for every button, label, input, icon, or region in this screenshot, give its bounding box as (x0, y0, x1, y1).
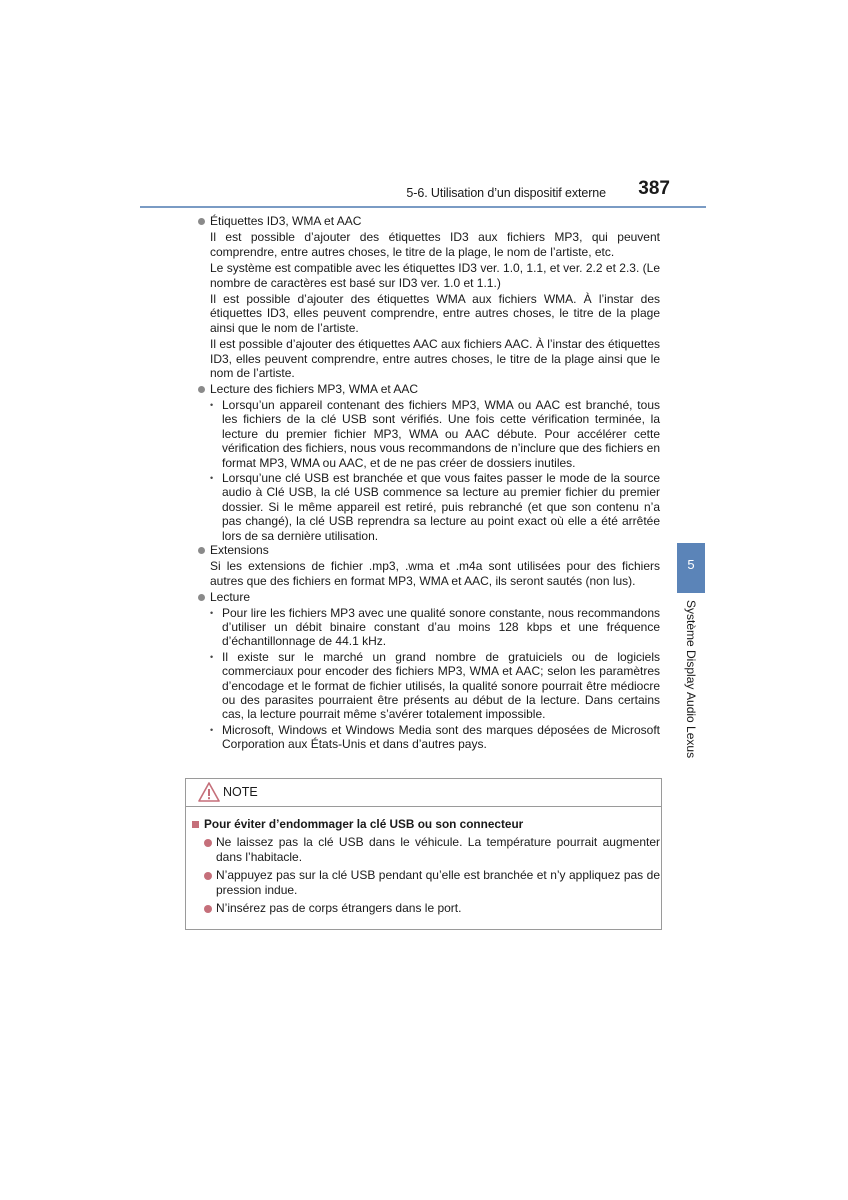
note-item: Ne laissez pas la clé USB dans le véhicule. La température pourrait augmenter dans l’habitacle. (190, 835, 660, 864)
note-box (185, 778, 662, 930)
section-heading: Lecture (196, 590, 660, 604)
main-content (196, 214, 660, 752)
note-header (186, 779, 661, 807)
section-title: 5-6. Utilisation d’un dispositif externe (406, 186, 606, 200)
warning-triangle-icon (198, 782, 220, 802)
list-item: • Microsoft, Windows et Windows Media sont des marques déposées de Microsoft Corporation aux États-Unis et dans d’autres pays. (196, 723, 660, 752)
page-number: 387 (638, 178, 670, 199)
list-item: • Il existe sur le marché un grand nombre de gratuiciels ou de logiciels commerciaux pour encoder des fichiers MP3, WMA et AAC; selon les paramètres d’encodage et le format de fichier utilisés, la qualité sonore pourrait être médiocre ou des parasites pourraient être présents au début de la lecture. Dans certains cas, la lecture pourrait même s’avérer totalement impossible. (196, 650, 660, 722)
header-rule (140, 206, 706, 208)
note-item: N’insérez pas de corps étrangers dans le port. (190, 901, 660, 915)
list-item: • Pour lire les fichiers MP3 avec une qualité sonore constante, nous recommandons d’utiliser un débit binaire constant d’au moins 128 kbps et une fréquence d’échantillonnage de 44.1 kHz. (196, 606, 660, 649)
paragraph: Il est possible d’ajouter des étiquettes AAC aux fichiers AAC. À l’instar des étiquettes ID3, elles peuvent comprendre, entre autres choses, le titre de la plage ainsi que le nom de l’artiste. (210, 337, 660, 381)
note-title: Pour éviter d’endommager la clé USB ou son connecteur (190, 817, 660, 831)
page-header (140, 176, 706, 208)
paragraph: Le système est compatible avec les étiquettes ID3 ver. 1.0, 1.1, et ver. 2.2 et 2.3. (Le nombre de caractères est basé sur ID3 ver. 1.0 et 1.1.) (210, 261, 660, 290)
paragraph: Il est possible d’ajouter des étiquettes ID3 aux fichiers MP3, qui peuvent comprendre, entre autres choses, le titre de la plage, le nom de l’artiste, etc. (210, 230, 660, 259)
chapter-tab (677, 543, 705, 593)
paragraph: Il est possible d’ajouter des étiquettes WMA aux fichiers WMA. À l’instar des étiquettes ID3, elles peuvent comprendre, entre autres choses, le titre de la plage ainsi que le nom de l’artiste. (210, 292, 660, 335)
paragraph: Si les extensions de fichier .mp3, .wma et .m4a sont utilisées pour des fichiers autres que des fichiers en format MP3, WMA et AAC, ils seront sautés (non lus). (210, 559, 660, 588)
list-item: • Lorsqu’une clé USB est branchée et que vous faites passer le mode de la source audio à Clé USB, la clé USB commence sa lecture au premier fichier du premier dossier. Si le même appareil est retiré, puis rebranché (et que son contenu n’a pas changé), la clé USB reprendra sa lecture au point exact où elle a été arrêtée lors de sa dernière utilisation. (196, 471, 660, 543)
list-item: • Lorsqu’un appareil contenant des fichiers MP3, WMA ou AAC est branché, tous les fichiers de la clé USB sont vérifiés. Une fois cette vérification terminée, la lecture du premier fichier MP3, WMA ou AAC débute. Pour accélérer cette vérification des fichiers, nous vous recommandons de n’inclure que des fichiers en format MP3, WMA ou AAC, et de ne pas créer de dossiers inutiles. (196, 398, 660, 470)
chapter-title: Système Display Audio Lexus (684, 600, 698, 759)
note-item: N’appuyez pas sur la clé USB pendant qu’elle est branchée et n’y appliquez pas de pression indue. (190, 868, 660, 897)
section-heading: Lecture des fichiers MP3, WMA et AAC (196, 382, 660, 396)
note-label: NOTE (223, 785, 258, 799)
note-body (190, 817, 660, 915)
chapter-number: 5 (687, 557, 695, 572)
section-heading: Étiquettes ID3, WMA et AAC (196, 214, 660, 228)
section-heading: Extensions (196, 543, 660, 557)
